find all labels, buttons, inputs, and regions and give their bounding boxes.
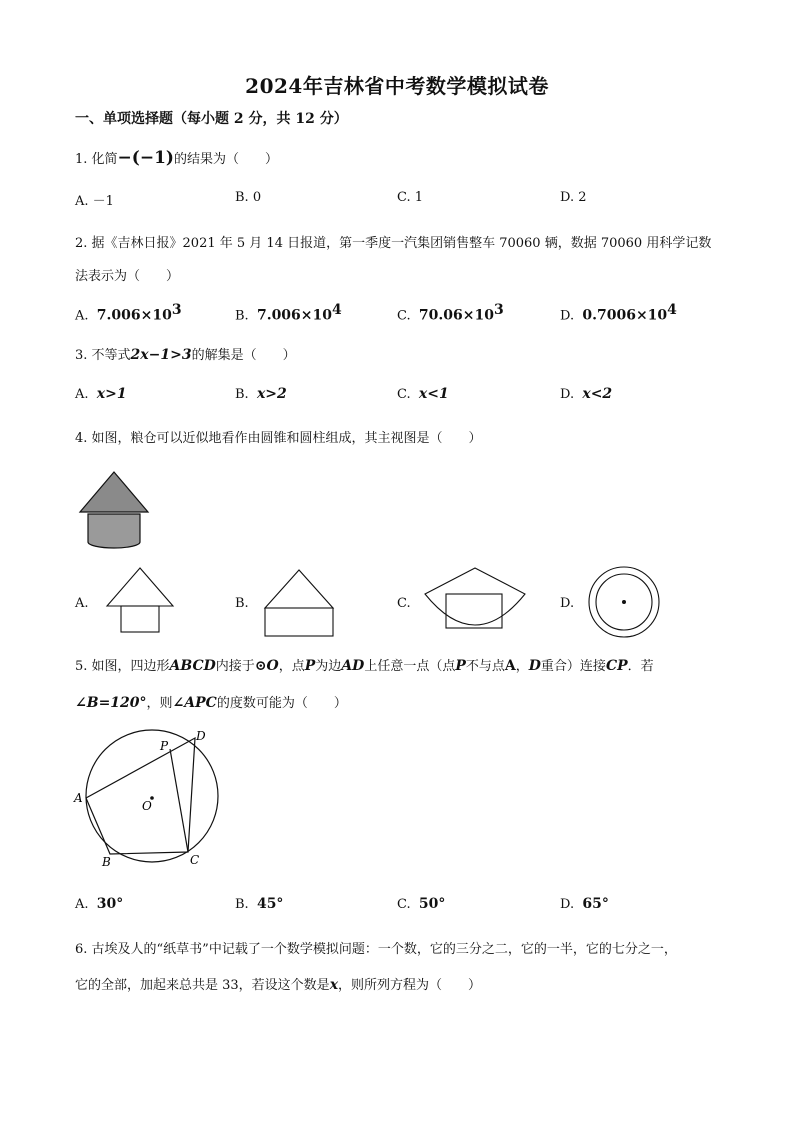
q1-option-c[interactable]: C. 1 [397, 190, 424, 205]
q5-line-2 [75, 692, 347, 711]
q3-option-c-label: C. [397, 387, 411, 402]
q3-option-d-label: D. [560, 387, 575, 402]
q3-option-b[interactable] [235, 386, 287, 402]
q5-text-c: ，点 [278, 659, 305, 674]
q3-option-c[interactable] [397, 386, 449, 402]
q5-option-a-label: A. [75, 897, 89, 912]
q3-prefix: 3. 不等式 [75, 348, 131, 363]
q5-text-d: 为边 [315, 659, 342, 674]
q1-prefix: 1. 化简 [75, 152, 118, 167]
q2-option-a-label: A. [75, 308, 89, 324]
q5-segment-cp: CP [605, 658, 628, 674]
q2-option-c[interactable] [397, 302, 504, 323]
q1-suffix: 的结果为（ ） [173, 152, 278, 167]
fig-label-a: A [74, 791, 83, 805]
q6-line-2 [75, 974, 481, 993]
q5-option-d-value: 65° [582, 896, 609, 912]
fig-label-d: D [196, 729, 206, 743]
q6-variable: x [329, 977, 339, 993]
q2-option-b-value: 7.006×10 [256, 307, 333, 324]
q3-option-a[interactable] [75, 386, 127, 402]
q5-circle: ⊙O [254, 658, 279, 674]
q3-suffix: 的解集是（ ） [191, 348, 296, 363]
fig-label-p: P [160, 739, 169, 753]
q2-option-d[interactable] [560, 302, 677, 323]
q5-option-d[interactable] [560, 896, 609, 912]
fig-label-b: B [102, 855, 111, 868]
q2-option-a-exp: 3 [171, 302, 182, 318]
q1-option-d[interactable]: D. 2 [560, 190, 587, 205]
q5-text-g: ， [515, 659, 529, 674]
q3-option-a-label: A. [75, 387, 89, 402]
q2-line-1: 2. 据《吉林日报》2021 年 5 月 14 日报道，第一季度一汽集团销售整车 70060 辆，数据 70060 用科学记数 [75, 236, 712, 251]
q2-option-d-exp: 4 [667, 302, 677, 318]
q5-option-b-value: 45° [256, 896, 284, 912]
q1-option-b[interactable]: B. 0 [235, 190, 262, 205]
q3-option-b-value: x>2 [256, 386, 287, 402]
q1-option-a[interactable]: A. －1 [75, 194, 114, 209]
q5-point-p-2: P [455, 658, 466, 674]
q2-option-a-value: 7.006×10 [96, 307, 172, 324]
q5-point-d: D [528, 658, 541, 674]
granary-cylinder [88, 514, 140, 548]
fig-label-c: C [190, 853, 200, 867]
q4-option-b-label[interactable]: B. [235, 596, 249, 611]
q3-option-d[interactable] [560, 386, 612, 402]
q5-option-c-label: C. [397, 897, 411, 912]
q5-option-a[interactable] [75, 896, 123, 912]
q2-option-c-exp: 3 [493, 302, 504, 318]
q5-segment-ad: AD [341, 658, 365, 674]
q5-option-a-value: 30° [96, 896, 124, 912]
q5-point-p: P [304, 658, 316, 674]
circle-quadrilateral-figure [72, 722, 232, 868]
granary-figure [78, 470, 150, 552]
q3-option-c-value: x<1 [418, 386, 449, 402]
q5-text-i: ．若 [627, 659, 654, 674]
q5-line-1 [75, 655, 654, 674]
q3-option-b-label: B. [235, 387, 249, 402]
q3-option-a-value: x>1 [96, 386, 127, 402]
q4-text: 4. 如图，粮仓可以近似地看作由圆锥和圆柱组成，其主视图是（ ） [75, 431, 482, 446]
section-heading: 一、单项选择题（每小题 2 分，共 12 分） [75, 111, 348, 127]
q5-quad: ABCD [169, 658, 216, 674]
q1-expression: −(−1) [117, 148, 174, 168]
q5-option-b[interactable] [235, 896, 283, 912]
q5-option-c-value: 50° [418, 896, 446, 912]
q5-option-d-label: D. [560, 897, 575, 912]
q4-option-d-figure[interactable] [584, 564, 664, 640]
q5-point-a: A [504, 658, 516, 674]
q2-option-b-exp: 4 [332, 302, 342, 318]
q4-option-b-figure[interactable] [262, 568, 336, 640]
q3-inequality: 2x−1>3 [130, 347, 192, 363]
q4-option-d-label[interactable]: D. [560, 596, 575, 611]
q4-option-a-figure[interactable] [104, 566, 176, 636]
q3-option-d-value: x<2 [582, 386, 613, 402]
q6-text-a: 它的全部，加起来总共是 33，若设这个数是 [75, 978, 330, 993]
q2-option-b-label: B. [235, 308, 249, 324]
q6-line-1: 6. 古埃及人的“纸草书”中记载了一个数学模拟问题：一个数，它的三分之二，它的一半，它的七分之一， [75, 942, 677, 957]
question-3 [75, 344, 296, 363]
q4-option-c-figure[interactable] [422, 566, 528, 638]
q2-option-d-label: D. [560, 308, 575, 324]
q5-angle-b: ∠B=120° [75, 695, 147, 711]
question-1 [75, 148, 278, 168]
q2-option-b[interactable] [235, 302, 342, 323]
q5-text-h: 重合）连接 [540, 659, 606, 674]
q5-option-b-label: B. [235, 897, 249, 912]
q2-option-d-value: 0.7006×10 [582, 307, 668, 324]
q5-text-e: 上任意一点（点 [364, 659, 456, 674]
q2-option-c-value: 70.06×10 [418, 307, 494, 324]
q2-option-c-label: C. [397, 308, 411, 324]
q6-text-b: ，则所列方程为（ ） [338, 978, 482, 993]
q5-option-c[interactable] [397, 896, 445, 912]
q4-option-c-label[interactable]: C. [397, 596, 411, 611]
q2-line-2: 法表示为（ ） [75, 269, 180, 284]
q4-option-a-label[interactable]: A. [75, 596, 89, 611]
fig-label-o: O [142, 799, 152, 813]
q5-angle-apc: ∠APC [172, 695, 217, 711]
q5-text-b: 内接于 [215, 659, 255, 674]
page-title: 2024年吉林省中考数学模拟试卷 [245, 74, 549, 98]
q5-text-f: 不与点 [465, 659, 505, 674]
q2-option-a[interactable] [75, 302, 182, 323]
q5-text-a: 5. 如图，四边形 [75, 659, 170, 674]
granary-cone [80, 472, 148, 512]
q5-text-k: 的度数可能为（ ） [216, 696, 347, 711]
q5-text-j: ，则 [146, 696, 173, 711]
